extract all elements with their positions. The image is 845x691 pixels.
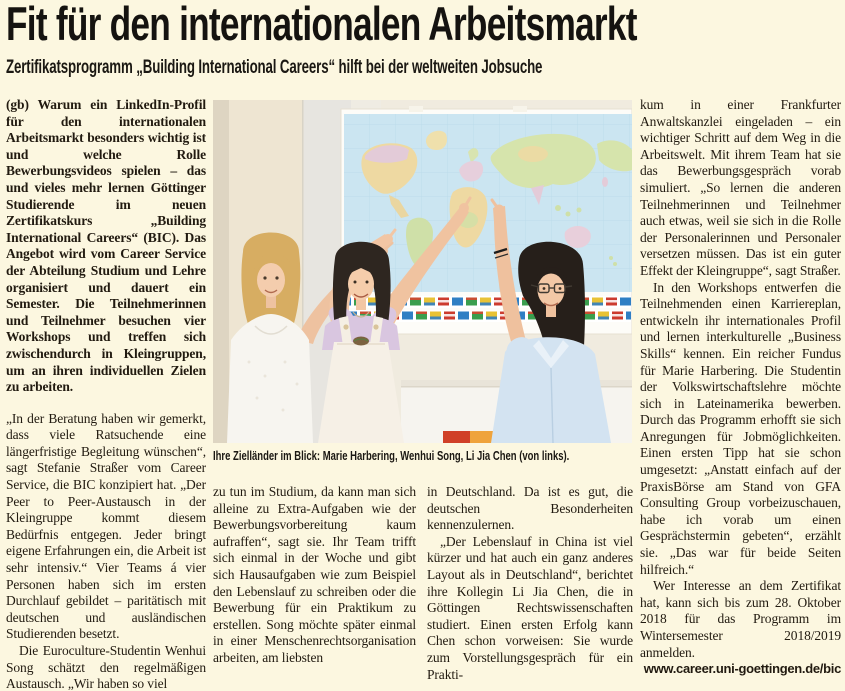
text-column-4 bbox=[640, 97, 841, 691]
photo-caption: Ihre Zielländer im Blick: Marie Harbering, Wenhui Song, Li Jia Chen (von links). bbox=[213, 448, 570, 463]
paragraph: Wer Interesse an dem Zertifikat hat, kann sich bis zum 28. Oktober 2018 für das Programm im Wintersemester 2018/2019 anmelden. bbox=[640, 578, 841, 660]
text-column-3 bbox=[427, 484, 633, 691]
article-title: Fit für den internationalen Arbeitsmarkt bbox=[6, 0, 637, 50]
paragraph: in Deutschland. Da ist es gut, die deutschen Besonderheiten kennenzulernen. bbox=[427, 484, 633, 533]
article-subtitle: Zertifikatsprogramm „Building International Careers“ hilft bei der weltweiten Jobsuche bbox=[6, 57, 543, 78]
article-photo bbox=[213, 100, 632, 443]
pendant-icon bbox=[353, 337, 369, 346]
paragraph: Die Euroculture-Studentin Wenhui Song schätzt den regelmäßigen Austausch. „Wir haben so viel bbox=[6, 643, 206, 691]
paragraph: „Der Lebenslauf in China ist viel kürzer und hat auch ein ganz anderes Layout als in Deutschland“, berichtet ihre Kollegin Li Jia Chen, die in Göttingen Rechtswissenschaften studiert. Einen ersten Erfolg kann Chen schon vorweisen: Sie wurde zum Vorstellungsgespräch für ein Prakti- bbox=[427, 533, 633, 682]
website-url: www.career.uni-goettingen.de/bic bbox=[643, 661, 841, 677]
paragraph: In den Workshops entwerfen die Teilnehmenden einen Karriereplan, entwickeln ihr internationales Profil und lernen interkulturelle „Business Skills“ kennen. Ein reicher Fundus für Marie Harbering. Die Studentin der Volkswirtschaftslehre möchte sich in Lateinamerika bewerben. Durch das Programm erhofft sie sich Anregungen für Jobmöglichkeiten. Einen ersten Tipp hat sie schon umgesetzt: „Anstatt einfach auf der PraxisBörse am Stand von GFA Consulting Group vorbeizuschauen, habe ich vorab um einen Gesprächstermin gebeten“, erzählt sie. „Das war für beide Seiten hilfreich.“ bbox=[640, 279, 841, 577]
paragraph: „In der Beratung haben wir gemerkt, dass viele Ratsuchende eine längerfristige Begleitung wünschen“, sagt Stefanie Straßer vom Career Service, die BIC konzipiert hat. „Der Peer to Peer-Austausch in der Kleingruppe kommt diesem Bedürfnis entgegen. Jeder bringt eigene Erfahrungen ein, die Arbeit ist sehr intensiv.“ Vier Teams á vier Personen haben sich im ersten Durchlauf gebildet – paritätisch mit deutschen und ausländischen Studierenden besetzt. bbox=[6, 410, 206, 642]
paragraph: zu tun im Studium, da kann man sich alleine zu Extra-Aufgaben wie der Bewerbungsvorbereitung kaum aufraffen“, sagt sie. Ihr Team trifft sich einmal in der Woche und gibt sich Hausaufgaben wie zum Beispiel den Lebenslauf zu schreiben oder die Bewerbung für ein Praktikum zu erstellen. Song möchte später einmal in einer Menschenrechtsorganisation arbeiten, am liebsten bbox=[213, 484, 416, 665]
text-column-1 bbox=[6, 97, 206, 691]
lead-paragraph: (gb) Warum ein LinkedIn-Profil für den internationalen Arbeitsmarkt besonders wichtig ist und welche Rolle Bewerbungsvideos spielen – das und vieles mehr lernen Göttinger Studierende im neuen Zertifikatskurs „Building International Careers“ (BIC). Das Angebot wird vom Career Service der Abteilung Studium und Lehre organisiert und dauert ein Semester. Die Teilnehmerinnen und Teilnehmer besuchen vier Workshops und treffen sich zwischendurch in Kleingruppen, um an ihren individuellen Zielen zu arbeiten. bbox=[6, 97, 206, 395]
paragraph: kum in einer Frankfurter Anwaltskanzlei eingeladen – ein wichtiger Schritt auf dem Weg in die Arbeitswelt. Mit ihrem Team hat sie das Bewerbungsgespräch vorab simuliert. „So lernen die anderen Teilnehmerinnen und Teilnehmer auch etwas, weil sie sich in die Rolle der Personalerinnen und Personaler versetzen müssen. Das ist ein guter Effekt der Kleingruppe“, sagt Straßer. bbox=[640, 97, 841, 278]
text-column-2 bbox=[213, 484, 416, 691]
